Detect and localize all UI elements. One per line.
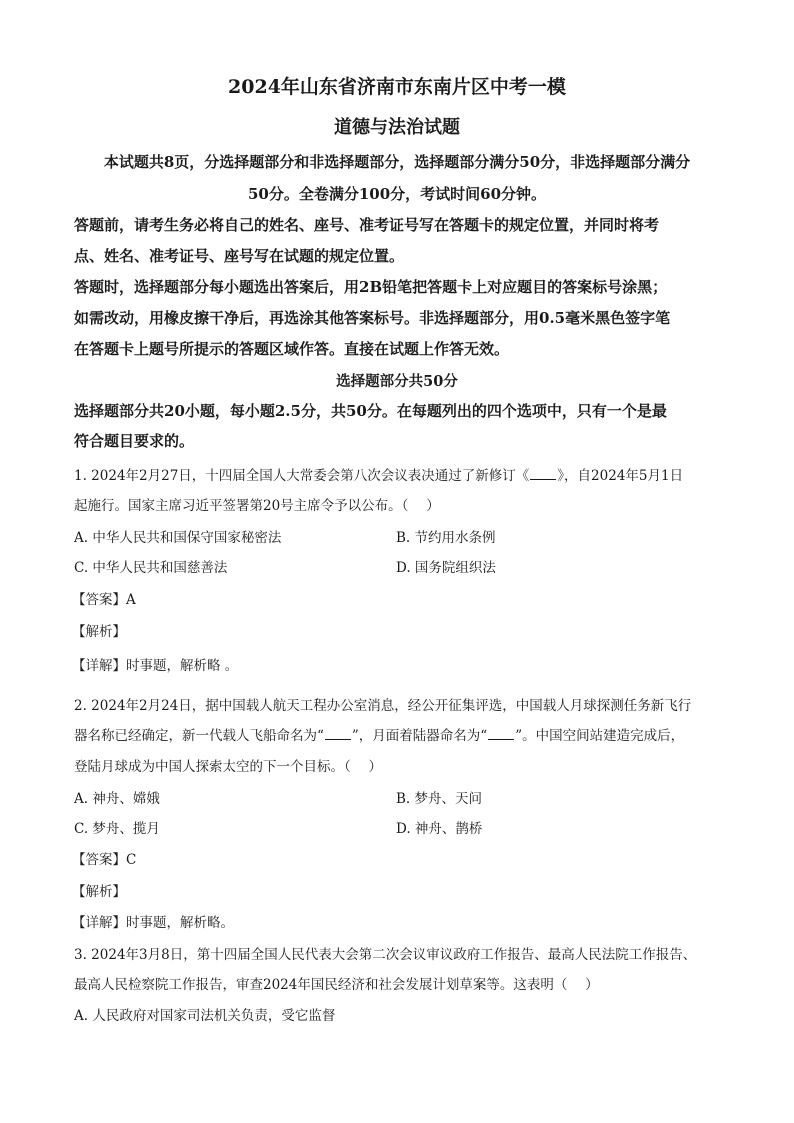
q2-option-b: B. 梦舟、天问 <box>396 791 483 807</box>
q2-stem-line-2 <box>74 724 684 744</box>
instruction-line-7: 在答题卡上题号所提示的答题区域作答。直接在试题上作答无效。 <box>74 340 510 358</box>
q1-stem-line-1 <box>74 464 683 484</box>
q1-option-d: D. 国务院组织法 <box>396 560 496 576</box>
instruction-line-4: 点、姓名、准考证号、座号写在试题的规定位置。 <box>74 247 405 265</box>
q2-stem-line-3: 登陆月球成为中国人探索太空的下一个目标。（ ） <box>74 759 383 775</box>
exam-subtitle: 道德与法治试题 <box>334 117 460 138</box>
instruction-line-6: 如需改动，用橡皮擦干净后，再选涂其他答案标号。非选择题部分，用0.5毫米黑色签字笔 <box>74 309 671 327</box>
q2-stem-part-c: ”。中国空间站建造完成后， <box>515 728 685 744</box>
q2-option-d: D. 神舟、鹊桥 <box>396 821 483 837</box>
section-heading: 选择题部分共50分 <box>336 373 458 390</box>
q1-detail: 【详解】时事题，解析略 。 <box>72 658 239 674</box>
q2-stem-line-1: 2. 2024年2月24日，据中国载人航天工程办公室消息，经公开征集评选，中国载人月球探测任务新飞行 <box>74 698 692 714</box>
q1-option-a: A. 中华人民共和国保守国家秘密法 <box>74 530 282 546</box>
instruction-line-3: 答题前，请考生务必将自己的姓名、座号、准考证号写在答题卡的规定位置，并同时将考 <box>74 216 660 234</box>
q2-blank-2 <box>488 727 514 740</box>
q1-stem-part-a: 1. 2024年2月27日，十四届全国人大常委会第八次会议表决通过了新修订《 <box>74 468 530 484</box>
exam-title: 2024年山东省济南市东南片区中考一模 <box>228 76 566 98</box>
q1-answer: 【答案】A <box>72 592 136 608</box>
section-desc-line-1: 选择题部分共20小题，每小题2.5分，共50分。在每题列出的四个选项中，只有一个是最 <box>74 402 667 420</box>
q2-analysis: 【解析】 <box>72 884 126 900</box>
instruction-line-1: 本试题共8页，分选择题部分和非选择题部分，选择题部分满分50分，非选择题部分满分 <box>103 153 691 171</box>
q3-stem-line-2: 最高人民检察院工作报告，审查2024年国民经济和社会发展计划草案等。这表明（ ） <box>74 977 599 993</box>
instruction-line-5: 答题时，选择题部分每小题选出答案后，用2B铅笔把答题卡上对应题目的答案标号涂黑； <box>74 278 668 296</box>
q2-answer: 【答案】C <box>72 852 137 868</box>
q1-analysis: 【解析】 <box>72 624 126 640</box>
q2-detail: 【详解】时事题，解析略。 <box>72 915 234 931</box>
q2-stem-part-a: 器名称已经确定，新一代载人飞船命名为“ <box>74 728 324 744</box>
q3-option-a: A. 人民政府对国家司法机关负责，受它监督 <box>74 1008 336 1024</box>
q1-stem-part-b: 》，自2024年5月1日 <box>557 468 684 484</box>
q3-stem-line-1: 3. 2024年3月8日，第十四届全国人民代表大会第二次会议审议政府工作报告、最高人民法院工作报告、 <box>74 947 697 963</box>
q1-option-b: B. 节约用水条例 <box>396 530 496 546</box>
instruction-line-2: 50分。全卷满分100分，考试时间60分钟。 <box>247 185 547 203</box>
q2-blank-1 <box>325 727 351 740</box>
q2-option-c: C. 梦舟、揽月 <box>74 821 160 837</box>
q1-stem-line-2: 起施行。国家主席习近平签署第20号主席令予以公布。（ ） <box>74 498 440 514</box>
q2-option-a: A. 神舟、嫦娥 <box>74 791 160 807</box>
q1-option-c: C. 中华人民共和国慈善法 <box>74 560 228 576</box>
section-desc-line-2: 符合题目要求的。 <box>74 432 195 450</box>
q2-stem-part-b: ”，月面着陆器命名为“ <box>351 728 488 744</box>
q1-blank <box>530 467 556 480</box>
